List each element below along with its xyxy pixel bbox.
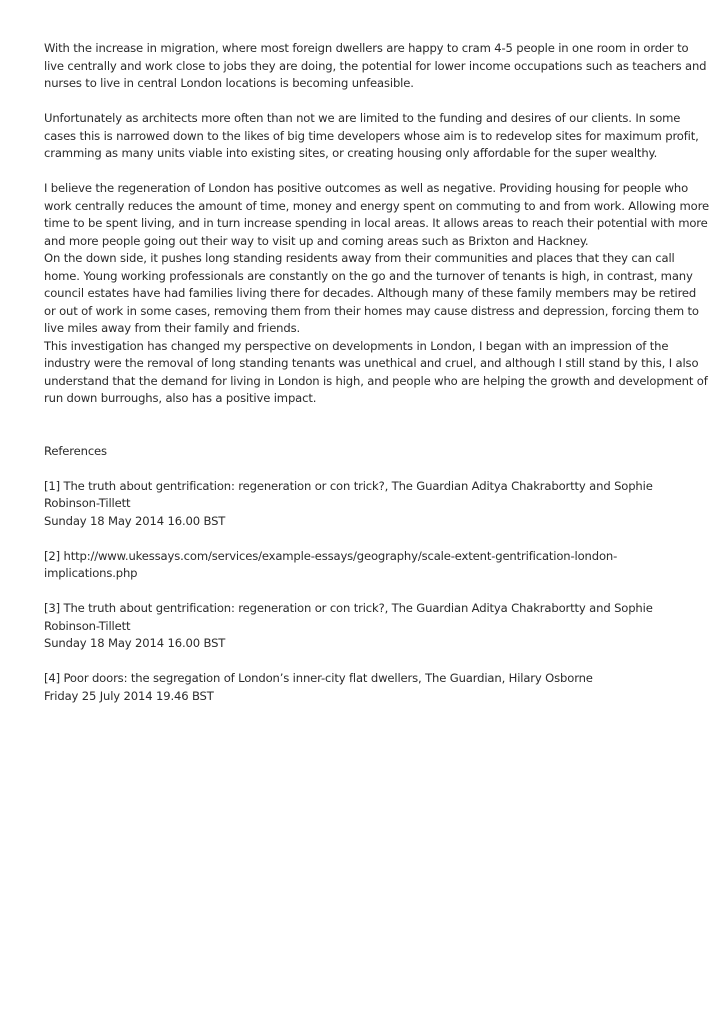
reference-item [44,600,710,653]
paragraph-migration: With the increase in migration, where most foreign dwellers are happy to cram 4-5 people in one room in order to live centrally and work close to jobs they are doing, the potential for lower income occupations such as teachers and nurses to live in central London locations is becoming unfeasible. [44,41,707,90]
reference-text: [3] The truth about gentrification: regeneration or con trick?, The Guardian Aditya Chakrabortty and Sophie Robinson-Tillett [44,601,653,633]
reference-item [44,548,710,583]
reference-date: Sunday 18 May 2014 16.00 BST [44,513,226,528]
paragraph-regeneration: I believe the regeneration of London has positive outcomes as well as negative. Providing housing for people who work centrally reduces the amount of time, money and energy spent on commuting to and from work. Allowing more time to be spent living, and in turn increase spending in local areas. It allows areas to reach their potential with more and more people going out their way to visit up and coming areas such as Brixton and Hackney. [44,181,709,248]
reference-text: [4] Poor doors: the segregation of London’s inner-city flat dwellers, The Guardian, Hilary Osborne [44,671,593,685]
paragraph-gap [44,653,710,671]
paragraph-gap [44,460,710,478]
paragraph-gap [44,530,710,548]
reference-link[interactable]: [2] http://www.ukessays.com/services/example-essays/geography/scale-extent-gentrification-london-implications.php [44,548,618,580]
paragraph-gap [44,93,710,111]
section-gap [44,408,710,426]
paragraph-architects: Unfortunately as architects more often than not we are limited to the funding and desires of our clients. In some cases this is narrowed down to the likes of big time developers whose aim is to redevelop sites for maximum profit, cramming as many units viable into existing sites, or creating housing only affordable for the super wealthy. [44,111,699,160]
reference-item [44,478,710,531]
reference-date: Friday 25 July 2014 19.46 BST [44,688,214,703]
reference-date: Sunday 18 May 2014 16.00 BST [44,636,226,650]
paragraph-gap [44,583,710,601]
references-heading: References [44,443,107,458]
document-page [44,40,710,705]
paragraph-gap [44,163,710,181]
paragraph-down-side: On the down side, it pushes long standing residents away from their communities and places that they can call home. Young working professionals are constantly on the go and the turnover of tenants is high, in contrast, many council estates have had families living there for decades. Although many of these family members may be retired or out of work in some cases, removing them from their homes may cause distress and depression, forcing them to live miles away from their family and friends. [44,251,699,335]
paragraph-investigation: This investigation has changed my perspective on developments in London, I began with an impression of the industry were the removal of long standing tenants was unethical and cruel, and although I still stand by this, I also understand that the demand for living in London is high, and people who are helping the growth and development of run down burroughs, also has a positive impact. [44,338,708,405]
section-gap [44,425,710,443]
reference-item [44,670,710,705]
reference-text: [1] The truth about gentrification: regeneration or con trick?, The Guardian Aditya Chakrabortty and Sophie Robinson-Tillett [44,478,653,510]
